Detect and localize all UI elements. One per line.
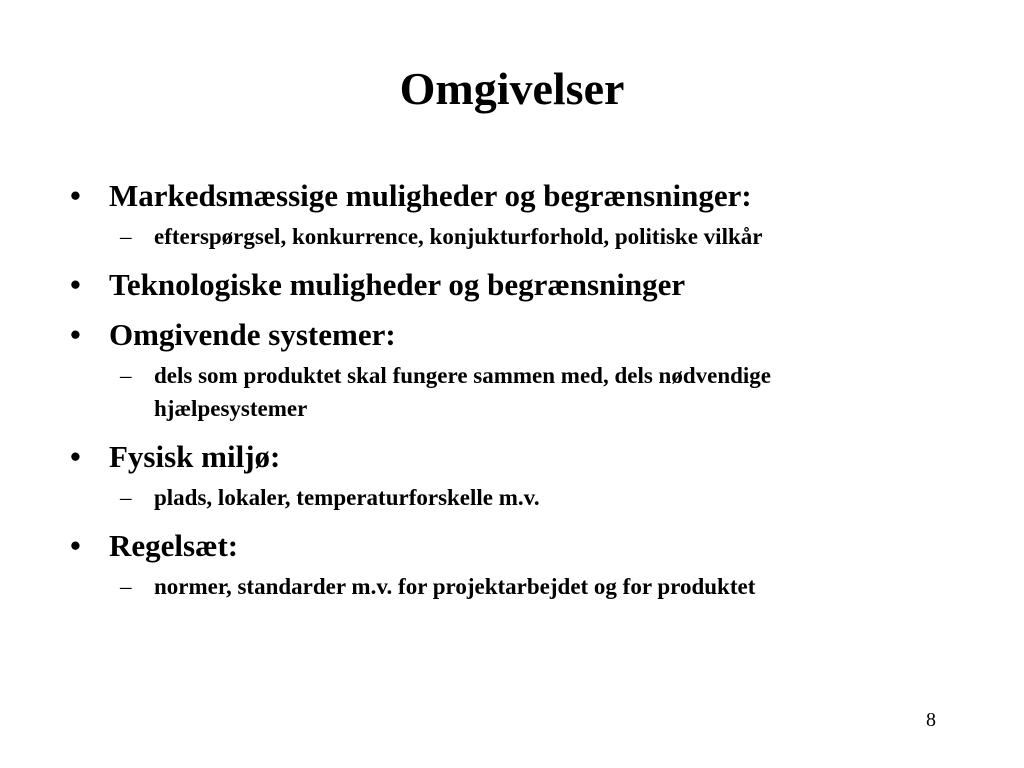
bullet-text: Fysisk miljø: [109, 439, 281, 474]
bullet-text: Teknologiske muligheder og begrænsninger [109, 267, 686, 302]
bullet-icon: • [70, 528, 81, 563]
dash-icon: – [120, 363, 132, 388]
dash-icon: – [120, 224, 132, 249]
bullet-item [70, 265, 950, 305]
page-number: 8 [926, 709, 936, 731]
sub-bullet-item [70, 359, 914, 425]
bullet-item [70, 176, 950, 216]
sub-bullet-item [70, 220, 914, 253]
bullet-text: Regelsæt: [109, 528, 239, 563]
bullet-icon: • [70, 267, 81, 302]
dash-icon: – [120, 485, 132, 510]
bullet-icon: • [70, 317, 81, 352]
sub-bullet-text: dels som produktet skal fungere sammen med, dels nødvendige hjælpesystemer [154, 363, 772, 421]
bullet-text: Omgivende systemer: [109, 317, 396, 352]
bullet-icon: • [70, 178, 81, 213]
bullet-item [70, 315, 950, 355]
sub-bullet-text: normer, standarder m.v. for projektarbejdet og for produktet [154, 574, 756, 599]
bullet-icon: • [70, 439, 81, 474]
sub-bullet-text: plads, lokaler, temperaturforskelle m.v. [154, 485, 540, 510]
dash-icon: – [120, 574, 132, 599]
bullet-item [70, 437, 950, 477]
bullet-list [70, 176, 950, 615]
slide-title: Omgivelser [399, 63, 625, 114]
bullet-item [70, 526, 950, 566]
sub-bullet-item [70, 481, 914, 514]
sub-bullet-item [70, 570, 914, 603]
sub-bullet-text: efterspørgsel, konkurrence, konjukturforhold, politiske vilkår [154, 224, 763, 249]
bullet-text: Markedsmæssige muligheder og begrænsninger: [109, 178, 752, 213]
